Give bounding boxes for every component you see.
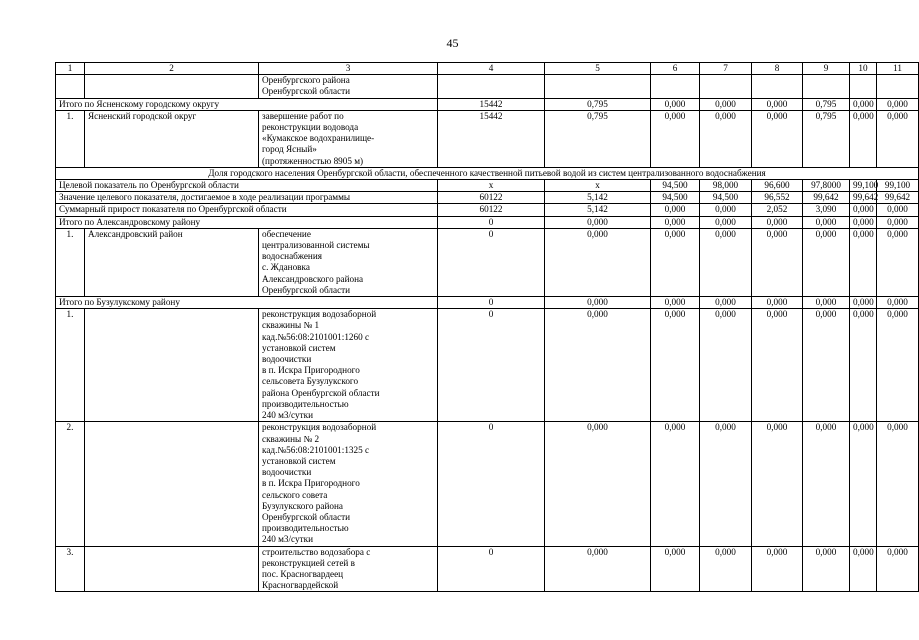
- subtotal-label: Итого по Бузулукскому району: [56, 297, 438, 309]
- header-row: [56, 63, 919, 75]
- measure-description: реконструкция водозаборной скважины № 2 кад.№56:08:2101001:1325 с установкой систем водоочистки в п. Искра Пригородного сельского совета Бузулукского района Оренбургской области производительностью 240 м3/сутки: [259, 422, 438, 546]
- subtotal-row: Итого по Бузулукскому району 0 0,000 0,000 0,000 0,000 0,000 0,000 0,000: [56, 297, 919, 309]
- header-cell: 7: [700, 63, 752, 75]
- program-table: [55, 62, 919, 592]
- page-number: 45: [446, 36, 459, 50]
- measure-description: строительство водозабора с реконструкцией сетей в пос. Красногвардеец Красногвардейской: [259, 546, 438, 592]
- municipality-name: Ясненский городской округ: [85, 110, 259, 167]
- header-cell: 3: [259, 63, 438, 75]
- table-row: 1. реконструкция водозаборной скважины № 1 кад.№56:08:2101001:1260 с установкой систем водоочистки в п. Искра Пригородного сельсовета Бузулукского района Оренбургской области производительностью 240 м3/сутки 0 0,000 0,000 0,000 0,000 0,000 0,000 0,000: [56, 309, 919, 422]
- header-cell: 5: [545, 63, 651, 75]
- table-row: 1. Ясненский городской округ завершение работ по реконструкции водовода «Кумакское водохранилище- город Ясный» (протяженностью 8905 м) 15442 0,795 0,000 0,000 0,000 0,795 0,000 0,000: [56, 110, 919, 167]
- section-heading: Доля городского населения Оренбургской области, обеспеченного качественной питьевой водой из систем централизованного водоснабжения: [56, 167, 919, 179]
- header-cell: 6: [651, 63, 700, 75]
- subtotal-row: Итого по Ясненскому городскому округу 15442 0,795 0,000 0,000 0,000 0,795 0,000 0,000: [56, 98, 919, 110]
- measure-description: реконструкция водозаборной скважины № 1 кад.№56:08:2101001:1260 с установкой систем водоочистки в п. Искра Пригородного сельсовета Бузулукского района Оренбургской области производительностью 240 м3/сутки: [259, 309, 438, 422]
- header-cell: 9: [803, 63, 850, 75]
- measure-description: Оренбургского района Оренбургской области: [259, 75, 438, 98]
- subtotal-row: Итого по Александровскому району 0 0,000 0,000 0,000 0,000 0,000 0,000 0,000: [56, 216, 919, 228]
- table-row: 1. Александровский район обеспечение централизованной системы водоснабжения с. Ждановка Александровского района Оренбургской области 0 0,000 0,000 0,000 0,000 0,000 0,000 0,000: [56, 228, 919, 296]
- header-cell: 1: [56, 63, 85, 75]
- measure-description: завершение работ по реконструкции водовода «Кумакское водохранилище- город Ясный» (протяженностью 8905 м): [259, 110, 438, 167]
- indicator-row: Целевой показатель по Оренбургской области х х 94,500 98,000 96,600 97,8000 99,100 99,100: [56, 180, 919, 192]
- municipality-name: Александровский район: [85, 228, 259, 296]
- table-row: 2. реконструкция водозаборной скважины № 2 кад.№56:08:2101001:1325 с установкой систем водоочистки в п. Искра Пригородного сельского совета Бузулукского района Оренбургской области производительностью 240 м3/сутки 0 0,000 0,000 0,000 0,000 0,000 0,000 0,000: [56, 422, 919, 546]
- indicator-label: Суммарный прирост показателя по Оренбургской области: [56, 204, 438, 216]
- header-cell: 11: [877, 63, 919, 75]
- subtotal-label: Итого по Александровскому району: [56, 216, 438, 228]
- indicator-label: Значение целевого показателя, достигаемое в ходе реализации программы: [56, 192, 438, 204]
- header-cell: 2: [85, 63, 259, 75]
- table-row: 3. строительство водозабора с реконструкцией сетей в пос. Красногвардеец Красногвардейской 0 0,000 0,000 0,000 0,000 0,000 0,000 0,000: [56, 546, 919, 592]
- indicator-row: Суммарный прирост показателя по Оренбургской области 60122 5,142 0,000 0,000 2,052 3,090 0,000 0,000: [56, 204, 919, 216]
- measure-description: обеспечение централизованной системы водоснабжения с. Ждановка Александровского района Оренбургской области: [259, 228, 438, 296]
- header-cell: 4: [438, 63, 545, 75]
- subtotal-label: Итого по Ясненскому городскому округу: [56, 98, 438, 110]
- indicator-label: Целевой показатель по Оренбургской области: [56, 180, 438, 192]
- section-heading-row: [56, 167, 919, 179]
- table-row: [56, 75, 919, 98]
- header-cell: 8: [752, 63, 803, 75]
- header-cell: 10: [850, 63, 877, 75]
- indicator-row: Значение целевого показателя, достигаемое в ходе реализации программы 60122 5,142 94,500 94,500 96,552 99,642 99,642 99,642: [56, 192, 919, 204]
